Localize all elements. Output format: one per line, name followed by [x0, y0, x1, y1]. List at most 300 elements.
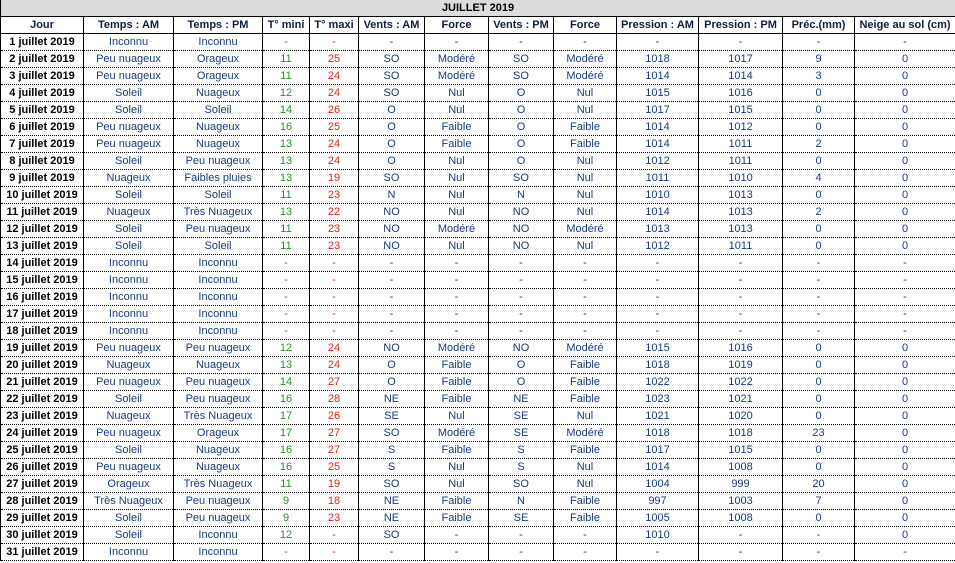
cell-jour: 7 juillet 2019 [1, 136, 84, 153]
cell-temps-pm: Peu nuageux [174, 374, 263, 391]
table-row [1, 357, 955, 374]
cell-tmin: 13 [263, 136, 310, 153]
cell-neige: 0 [855, 187, 955, 204]
cell-temps-am: Peu nuageux [84, 68, 174, 85]
header-force-am: Force [425, 17, 489, 34]
cell-tmin: 16 [263, 459, 310, 476]
cell-pression-am: 1015 [617, 340, 699, 357]
header-tmax: T° maxi [310, 17, 359, 34]
cell-force-am: Faible [425, 136, 489, 153]
cell-force-am: Nul [425, 204, 489, 221]
table-row [1, 68, 955, 85]
cell-vents-am: O [359, 374, 425, 391]
cell-jour: 1 juillet 2019 [1, 34, 84, 51]
cell-vents-am: O [359, 119, 425, 136]
cell-tmax: 26 [310, 408, 359, 425]
table-row [1, 510, 955, 527]
cell-temps-pm: Inconnu [174, 323, 263, 340]
cell-pression-am: 1017 [617, 442, 699, 459]
cell-pression-pm: 1016 [699, 340, 783, 357]
cell-vents-am: SO [359, 170, 425, 187]
cell-neige: 0 [855, 357, 955, 374]
cell-pression-am: 1004 [617, 476, 699, 493]
cell-temps-am: Orageux [84, 476, 174, 493]
cell-jour: 21 juillet 2019 [1, 374, 84, 391]
cell-force-pm: - [554, 272, 617, 289]
header-temps-pm: Temps : PM [174, 17, 263, 34]
cell-pression-am: 1014 [617, 204, 699, 221]
cell-pression-am: 1014 [617, 459, 699, 476]
cell-pression-pm: - [699, 306, 783, 323]
cell-vents-am: S [359, 442, 425, 459]
cell-temps-am: Soleil [84, 85, 174, 102]
cell-pression-pm: 1014 [699, 68, 783, 85]
cell-pression-am: 1011 [617, 170, 699, 187]
header-row [1, 17, 955, 34]
cell-prec: 0 [783, 119, 855, 136]
cell-temps-pm: Peu nuageux [174, 493, 263, 510]
table-row [1, 476, 955, 493]
cell-pression-pm: - [699, 544, 783, 561]
cell-force-pm: - [554, 306, 617, 323]
cell-neige: - [855, 289, 955, 306]
cell-tmax: - [310, 289, 359, 306]
cell-temps-am: Peu nuageux [84, 119, 174, 136]
cell-temps-pm: Très Nuageux [174, 476, 263, 493]
cell-temps-pm: Inconnu [174, 527, 263, 544]
cell-vents-pm: O [489, 136, 554, 153]
cell-vents-am: - [359, 34, 425, 51]
cell-neige: 0 [855, 527, 955, 544]
cell-force-am: Nul [425, 238, 489, 255]
cell-tmin: 9 [263, 493, 310, 510]
cell-temps-am: Peu nuageux [84, 459, 174, 476]
cell-prec: 7 [783, 493, 855, 510]
cell-pression-am: - [617, 272, 699, 289]
cell-vents-pm: S [489, 442, 554, 459]
cell-temps-am: Peu nuageux [84, 425, 174, 442]
cell-pression-pm: 999 [699, 476, 783, 493]
cell-temps-pm: Inconnu [174, 255, 263, 272]
cell-neige: - [855, 272, 955, 289]
cell-vents-am: SO [359, 476, 425, 493]
cell-temps-am: Peu nuageux [84, 340, 174, 357]
cell-prec: - [783, 323, 855, 340]
cell-temps-am: Peu nuageux [84, 136, 174, 153]
table-row [1, 425, 955, 442]
cell-pression-pm: 1020 [699, 408, 783, 425]
cell-tmin: 11 [263, 238, 310, 255]
cell-temps-am: Soleil [84, 153, 174, 170]
cell-jour: 11 juillet 2019 [1, 204, 84, 221]
cell-vents-pm: - [489, 34, 554, 51]
cell-jour: 2 juillet 2019 [1, 51, 84, 68]
table-row [1, 289, 955, 306]
cell-force-am: Nul [425, 170, 489, 187]
header-tmin: T° mini [263, 17, 310, 34]
cell-force-am: Modéré [425, 221, 489, 238]
cell-tmin: - [263, 289, 310, 306]
header-pression-pm: Pression : PM [699, 17, 783, 34]
sheet-title: JUILLET 2019 [1, 0, 955, 17]
cell-force-pm: Faible [554, 357, 617, 374]
cell-pression-am: 1014 [617, 119, 699, 136]
cell-temps-am: Soleil [84, 527, 174, 544]
cell-tmin: - [263, 544, 310, 561]
cell-pression-am: 1014 [617, 68, 699, 85]
cell-pression-am: - [617, 323, 699, 340]
table-row [1, 119, 955, 136]
cell-tmax: 24 [310, 357, 359, 374]
cell-jour: 18 juillet 2019 [1, 323, 84, 340]
cell-pression-pm: 1011 [699, 153, 783, 170]
cell-temps-pm: Nuageux [174, 357, 263, 374]
cell-vents-am: SO [359, 85, 425, 102]
cell-tmax: 19 [310, 170, 359, 187]
cell-force-am: Modéré [425, 68, 489, 85]
cell-tmax: 25 [310, 459, 359, 476]
cell-temps-am: Peu nuageux [84, 374, 174, 391]
cell-vents-am: - [359, 289, 425, 306]
cell-pression-pm: 1013 [699, 187, 783, 204]
cell-force-am: Faible [425, 374, 489, 391]
cell-prec: 0 [783, 340, 855, 357]
cell-temps-pm: Orageux [174, 51, 263, 68]
cell-force-pm: Nul [554, 204, 617, 221]
cell-tmin: - [263, 306, 310, 323]
cell-temps-pm: Nuageux [174, 459, 263, 476]
table-row [1, 221, 955, 238]
cell-vents-pm: O [489, 153, 554, 170]
cell-vents-am: - [359, 323, 425, 340]
cell-vents-am: O [359, 153, 425, 170]
cell-temps-am: Inconnu [84, 272, 174, 289]
cell-temps-am: Soleil [84, 442, 174, 459]
cell-neige: 0 [855, 374, 955, 391]
cell-pression-pm: - [699, 255, 783, 272]
cell-vents-am: - [359, 306, 425, 323]
cell-force-am: Faible [425, 493, 489, 510]
cell-force-pm: Modéré [554, 68, 617, 85]
cell-temps-pm: Faibles pluies [174, 170, 263, 187]
cell-tmin: - [263, 34, 310, 51]
cell-jour: 13 juillet 2019 [1, 238, 84, 255]
cell-vents-pm: O [489, 102, 554, 119]
cell-pression-am: 1010 [617, 187, 699, 204]
cell-tmin: 12 [263, 527, 310, 544]
cell-neige: 0 [855, 408, 955, 425]
header-vents-pm: Vents : PM [489, 17, 554, 34]
cell-jour: 10 juillet 2019 [1, 187, 84, 204]
cell-tmax: 18 [310, 493, 359, 510]
cell-force-am: - [425, 527, 489, 544]
cell-prec: - [783, 272, 855, 289]
table-row [1, 153, 955, 170]
cell-pression-pm: 1003 [699, 493, 783, 510]
cell-prec: 0 [783, 442, 855, 459]
table-row [1, 272, 955, 289]
cell-force-pm: Faible [554, 442, 617, 459]
cell-neige: 0 [855, 204, 955, 221]
cell-jour: 16 juillet 2019 [1, 289, 84, 306]
cell-jour: 20 juillet 2019 [1, 357, 84, 374]
cell-temps-am: Soleil [84, 391, 174, 408]
cell-force-pm: Faible [554, 391, 617, 408]
cell-force-pm: - [554, 323, 617, 340]
cell-prec: 9 [783, 51, 855, 68]
cell-pression-am: 1012 [617, 153, 699, 170]
cell-vents-am: - [359, 272, 425, 289]
cell-neige: 0 [855, 68, 955, 85]
cell-tmax: 23 [310, 510, 359, 527]
cell-tmax: 27 [310, 374, 359, 391]
cell-temps-pm: Inconnu [174, 306, 263, 323]
cell-force-am: - [425, 34, 489, 51]
cell-pression-am: 1023 [617, 391, 699, 408]
cell-temps-pm: Soleil [174, 187, 263, 204]
cell-vents-am: SO [359, 527, 425, 544]
cell-pression-am: - [617, 289, 699, 306]
cell-prec: 0 [783, 408, 855, 425]
cell-temps-pm: Nuageux [174, 119, 263, 136]
cell-vents-pm: NO [489, 238, 554, 255]
cell-neige: - [855, 306, 955, 323]
cell-force-am: Nul [425, 102, 489, 119]
cell-temps-pm: Orageux [174, 425, 263, 442]
cell-vents-pm: SO [489, 68, 554, 85]
cell-temps-pm: Peu nuageux [174, 510, 263, 527]
cell-vents-am: N [359, 187, 425, 204]
cell-temps-pm: Peu nuageux [174, 221, 263, 238]
cell-neige: 0 [855, 51, 955, 68]
cell-tmin: 11 [263, 187, 310, 204]
cell-jour: 31 juillet 2019 [1, 544, 84, 561]
cell-force-am: Faible [425, 391, 489, 408]
cell-tmax: 24 [310, 85, 359, 102]
cell-force-am: Modéré [425, 51, 489, 68]
cell-temps-am: Nuageux [84, 170, 174, 187]
cell-neige: - [855, 544, 955, 561]
cell-prec: 0 [783, 102, 855, 119]
cell-force-pm: Nul [554, 238, 617, 255]
cell-vents-pm: O [489, 85, 554, 102]
cell-force-am: Faible [425, 442, 489, 459]
cell-pression-pm: 1018 [699, 425, 783, 442]
cell-pression-pm: 1015 [699, 102, 783, 119]
cell-tmax: 23 [310, 221, 359, 238]
table-row [1, 527, 955, 544]
cell-force-pm: Modéré [554, 340, 617, 357]
cell-vents-pm: - [489, 323, 554, 340]
cell-vents-am: SE [359, 408, 425, 425]
cell-force-pm: Modéré [554, 425, 617, 442]
cell-force-pm: Faible [554, 510, 617, 527]
cell-pression-pm: 1013 [699, 221, 783, 238]
cell-force-pm: Modéré [554, 51, 617, 68]
cell-temps-am: Soleil [84, 221, 174, 238]
cell-neige: 0 [855, 510, 955, 527]
cell-tmin: 11 [263, 476, 310, 493]
cell-vents-pm: N [489, 493, 554, 510]
cell-prec: 0 [783, 357, 855, 374]
cell-pression-pm: 1015 [699, 442, 783, 459]
cell-force-am: Faible [425, 119, 489, 136]
cell-tmax: 19 [310, 476, 359, 493]
cell-pression-pm: - [699, 34, 783, 51]
cell-tmin: - [263, 255, 310, 272]
cell-tmax: 24 [310, 340, 359, 357]
cell-neige: 0 [855, 102, 955, 119]
cell-pression-am: - [617, 306, 699, 323]
cell-neige: - [855, 34, 955, 51]
cell-tmin: 17 [263, 425, 310, 442]
cell-jour: 3 juillet 2019 [1, 68, 84, 85]
cell-force-am: - [425, 323, 489, 340]
table-row [1, 51, 955, 68]
table-row [1, 544, 955, 561]
header-pression-am: Pression : AM [617, 17, 699, 34]
cell-tmin: 9 [263, 510, 310, 527]
cell-jour: 9 juillet 2019 [1, 170, 84, 187]
cell-vents-am: - [359, 255, 425, 272]
cell-tmax: - [310, 34, 359, 51]
cell-neige: 0 [855, 136, 955, 153]
cell-vents-am: NO [359, 204, 425, 221]
table-row [1, 187, 955, 204]
cell-pression-am: 1005 [617, 510, 699, 527]
cell-temps-am: Peu nuageux [84, 51, 174, 68]
cell-force-am: Nul [425, 153, 489, 170]
cell-pression-pm: 1017 [699, 51, 783, 68]
cell-neige: 0 [855, 340, 955, 357]
cell-tmax: - [310, 527, 359, 544]
header-force-pm: Force [554, 17, 617, 34]
cell-tmin: 16 [263, 442, 310, 459]
cell-tmax: 22 [310, 204, 359, 221]
cell-tmin: 11 [263, 51, 310, 68]
cell-tmin: 11 [263, 221, 310, 238]
cell-jour: 14 juillet 2019 [1, 255, 84, 272]
cell-prec: 3 [783, 68, 855, 85]
cell-pression-pm: - [699, 272, 783, 289]
cell-vents-pm: SO [489, 51, 554, 68]
cell-vents-pm: NE [489, 391, 554, 408]
cell-tmin: 16 [263, 119, 310, 136]
cell-temps-am: Inconnu [84, 289, 174, 306]
cell-prec: - [783, 255, 855, 272]
cell-pression-am: - [617, 255, 699, 272]
cell-force-am: - [425, 544, 489, 561]
cell-temps-pm: Inconnu [174, 289, 263, 306]
table-row [1, 306, 955, 323]
cell-force-am: Nul [425, 459, 489, 476]
cell-force-am: Nul [425, 85, 489, 102]
cell-tmin: - [263, 272, 310, 289]
table-row [1, 340, 955, 357]
cell-tmax: - [310, 272, 359, 289]
header-temps-am: Temps : AM [84, 17, 174, 34]
cell-temps-pm: Orageux [174, 68, 263, 85]
cell-vents-pm: O [489, 357, 554, 374]
cell-prec: 0 [783, 238, 855, 255]
cell-temps-am: Très Nuageux [84, 493, 174, 510]
cell-jour: 22 juillet 2019 [1, 391, 84, 408]
cell-jour: 27 juillet 2019 [1, 476, 84, 493]
cell-tmin: 12 [263, 85, 310, 102]
cell-prec: 0 [783, 153, 855, 170]
cell-vents-pm: - [489, 289, 554, 306]
cell-vents-am: NE [359, 493, 425, 510]
cell-tmin: - [263, 323, 310, 340]
cell-temps-am: Inconnu [84, 306, 174, 323]
cell-force-pm: - [554, 289, 617, 306]
cell-tmin: 13 [263, 357, 310, 374]
cell-force-am: - [425, 255, 489, 272]
cell-temps-am: Inconnu [84, 255, 174, 272]
cell-pression-pm: 1016 [699, 85, 783, 102]
cell-vents-am: SO [359, 68, 425, 85]
cell-pression-am: 1014 [617, 136, 699, 153]
cell-force-pm: Nul [554, 476, 617, 493]
cell-vents-pm: NO [489, 340, 554, 357]
cell-vents-pm: N [489, 187, 554, 204]
cell-neige: 0 [855, 221, 955, 238]
cell-vents-pm: SO [489, 170, 554, 187]
table-row [1, 374, 955, 391]
cell-prec: - [783, 306, 855, 323]
table-row [1, 170, 955, 187]
cell-jour: 4 juillet 2019 [1, 85, 84, 102]
cell-jour: 8 juillet 2019 [1, 153, 84, 170]
cell-tmax: 24 [310, 153, 359, 170]
cell-vents-am: NO [359, 221, 425, 238]
cell-tmin: 13 [263, 170, 310, 187]
cell-vents-am: NE [359, 510, 425, 527]
cell-jour: 15 juillet 2019 [1, 272, 84, 289]
cell-pression-am: - [617, 544, 699, 561]
cell-temps-am: Soleil [84, 102, 174, 119]
cell-tmax: - [310, 323, 359, 340]
cell-force-pm: Nul [554, 187, 617, 204]
cell-temps-pm: Peu nuageux [174, 153, 263, 170]
cell-pression-am: 1010 [617, 527, 699, 544]
cell-pression-pm: 1008 [699, 510, 783, 527]
cell-vents-pm: - [489, 527, 554, 544]
cell-neige: 0 [855, 459, 955, 476]
cell-pression-pm: - [699, 323, 783, 340]
cell-pression-pm: - [699, 527, 783, 544]
cell-vents-pm: SE [489, 425, 554, 442]
header-vents-am: Vents : AM [359, 17, 425, 34]
cell-pression-pm: 1011 [699, 136, 783, 153]
cell-vents-pm: SO [489, 476, 554, 493]
cell-tmax: 23 [310, 187, 359, 204]
cell-jour: 25 juillet 2019 [1, 442, 84, 459]
cell-force-pm: Faible [554, 136, 617, 153]
cell-neige: 0 [855, 238, 955, 255]
cell-temps-pm: Nuageux [174, 136, 263, 153]
cell-pression-pm: 1012 [699, 119, 783, 136]
cell-force-pm: Nul [554, 170, 617, 187]
table-row [1, 136, 955, 153]
cell-vents-pm: SE [489, 510, 554, 527]
cell-tmax: 28 [310, 391, 359, 408]
cell-vents-pm: SE [489, 408, 554, 425]
cell-pression-am: 1018 [617, 51, 699, 68]
cell-pression-am: 1012 [617, 238, 699, 255]
cell-temps-pm: Nuageux [174, 442, 263, 459]
cell-jour: 30 juillet 2019 [1, 527, 84, 544]
